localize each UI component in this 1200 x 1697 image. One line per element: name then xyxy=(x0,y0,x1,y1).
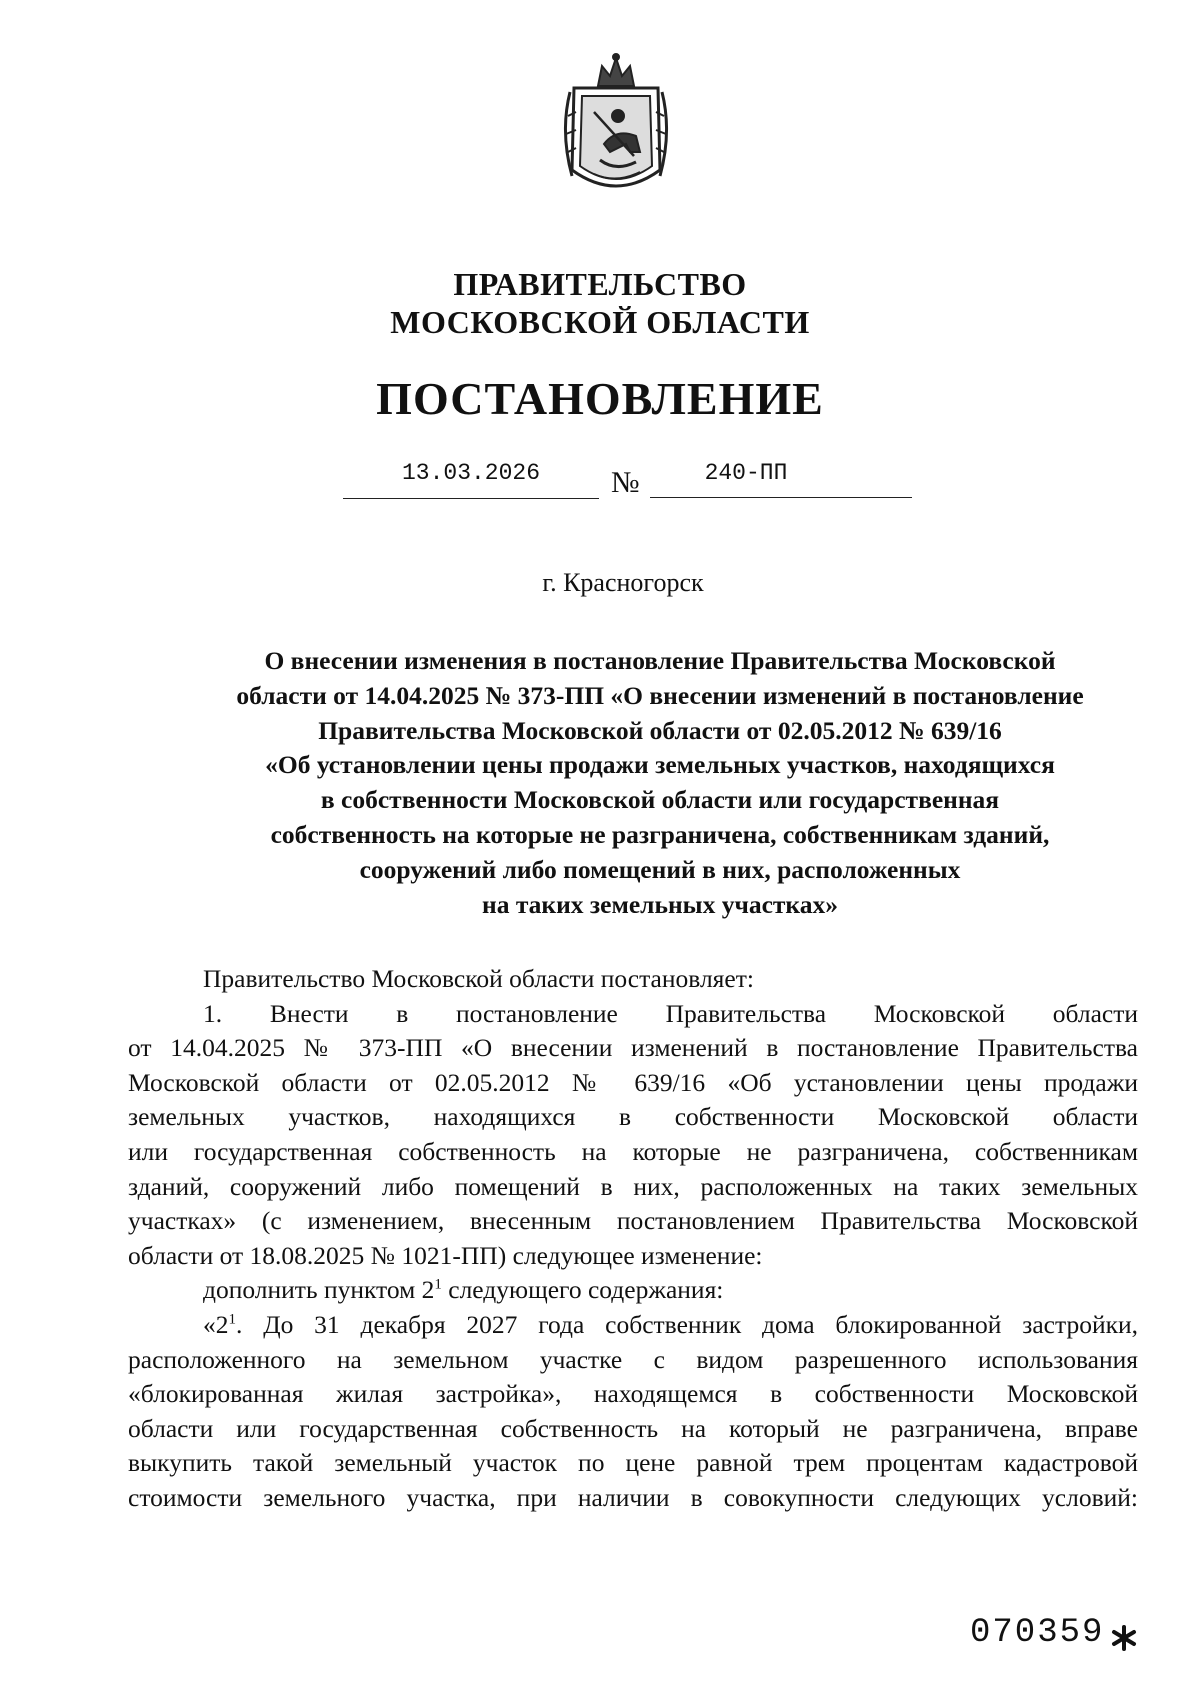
body-line: земельных участков, находящихся в собственности Московской области xyxy=(128,1102,1138,1132)
body-line: 1. Внести в постановление Правительства Московской области xyxy=(203,998,1138,1028)
body-line: области или государственная собственность на который не разграничена, вправе xyxy=(128,1413,1138,1443)
body-line: зданий, сооружений либо помещений в них, расположенных на таких земельных xyxy=(128,1171,1138,1201)
body-line: «блокированная жилая застройка», находящемся в собственности Московской xyxy=(128,1379,1138,1409)
supplement-line xyxy=(128,1273,1138,1308)
body-line: области от 18.08.2025 № 1021-ПП) следующее изменение: xyxy=(128,1240,763,1270)
serial-number: 070359 xyxy=(970,1614,1105,1652)
resolves-line: Правительство Московской области постановляет: xyxy=(203,964,754,993)
city: г. Красногорск xyxy=(542,568,704,597)
body-line: расположенного на земельном участке с видом разрешенного использования xyxy=(128,1344,1138,1374)
title-line: на таких земельных участках» xyxy=(482,889,838,919)
point-first-line xyxy=(128,1308,1138,1343)
number-sign: № xyxy=(611,466,640,499)
point-text: . До 31 декабря 2027 года собственник дома блокированной застройки, xyxy=(236,1309,1138,1339)
point-open: «2 xyxy=(203,1309,229,1339)
superscript: 1 xyxy=(434,1276,442,1293)
title-line: в собственности Московской области или государственная xyxy=(320,785,1000,815)
document-number: 240-ПП xyxy=(650,458,912,498)
body-line: или государственная собственность на которые не разграничена, собственникам xyxy=(128,1136,1138,1166)
supplement-text: дополнить пунктом 2 xyxy=(203,1275,435,1305)
organization-name-line-2: МОСКОВСКОЙ ОБЛАСТИ xyxy=(390,304,810,340)
document-date: 13.03.2026 xyxy=(343,458,599,499)
title-line: «Об установлении цены продажи земельных участков, находящихся xyxy=(265,750,1055,780)
superscript: 1 xyxy=(228,1311,236,1328)
document-body xyxy=(128,962,1138,1516)
body-line: участках» (с изменением, внесенным постановлением Правительства Московской xyxy=(128,1206,1138,1236)
coat-of-arms-icon xyxy=(560,52,672,204)
asterisk-icon xyxy=(1110,1624,1138,1652)
title-line: области от 14.04.2025 № 373-ПП «О внесении изменений в постановление xyxy=(236,680,1084,710)
document-title xyxy=(190,644,1130,922)
body-line: стоимости земельного участка, при наличии в совокупности следующих условий: xyxy=(128,1482,1138,1512)
title-line: собственность на которые не разграничена, собственникам зданий, xyxy=(270,819,1050,849)
body-line: от 14.04.2025 № 373-ПП «О внесении изменений в постановление Правительства xyxy=(128,1033,1138,1063)
body-line: Московской области от 02.05.2012 № 639/16 «Об установлении цены продажи xyxy=(128,1067,1138,1097)
title-line: сооружений либо помещений в них, расположенных xyxy=(359,854,961,884)
document-type: ПОСТАНОВЛЕНИЕ xyxy=(376,373,824,424)
body-line: выкупить такой земельный участок по цене равной трем процентам кадастровой xyxy=(128,1448,1138,1478)
supplement-text: следующего содержания: xyxy=(441,1275,724,1305)
title-line: Правительства Московской области от 02.05.2012 № 639/16 xyxy=(318,715,1002,745)
organization-name-line-1: ПРАВИТЕЛЬСТВО xyxy=(453,266,747,302)
title-line: О внесении изменения в постановление Правительства Московской xyxy=(264,646,1056,675)
